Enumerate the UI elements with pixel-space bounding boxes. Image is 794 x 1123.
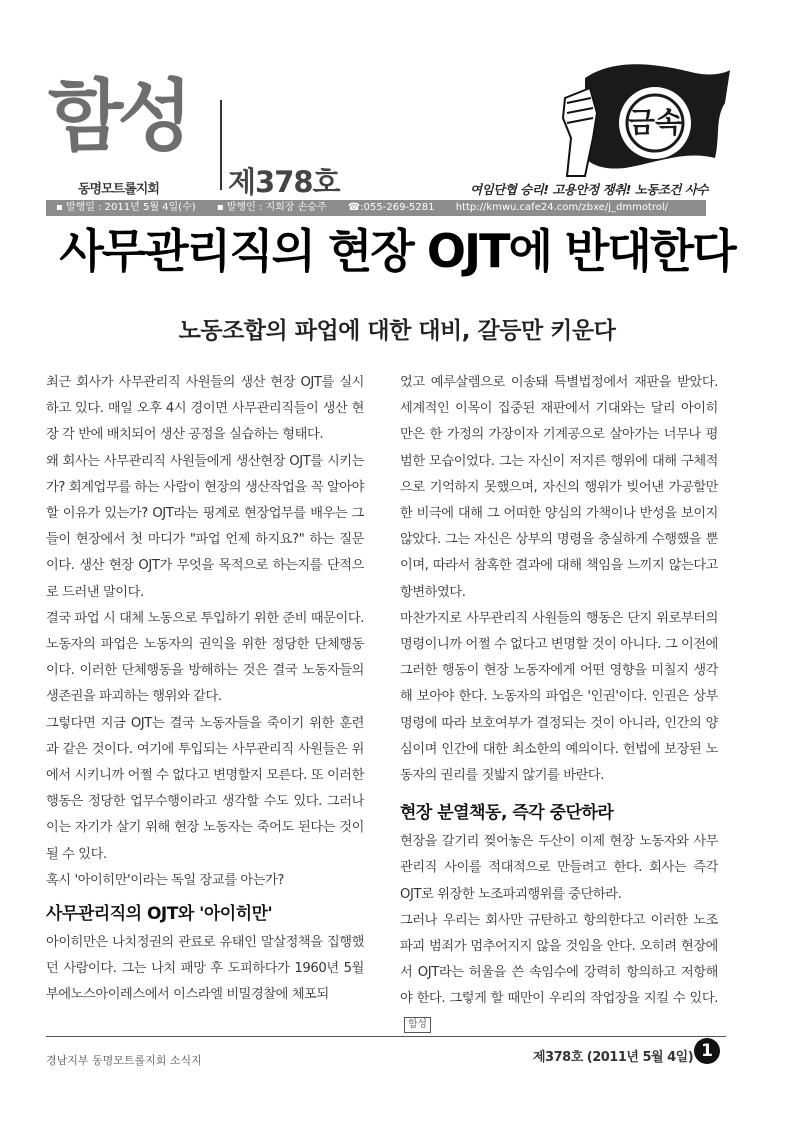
end-mark: 함성 <box>404 1017 431 1033</box>
publish-date: ▪ 발행일 : 2011년 5월 4일(수) <box>56 202 196 213</box>
masthead-slogan: 여임단협 승리! 고용안정 쟁취! 노동조건 사수 <box>470 182 709 197</box>
article-column-left <box>46 370 364 1009</box>
paragraph-text: 그러나 우리는 회사만 규탄하고 항의한다고 이러한 노조파괴 범죄가 멈추어지지 않을 것임을 안다. 오히려 현장에서 OJT라는 허울을 쓴 속임수에 강력히 항의하고 저항해야 한다. 그렇게 할 때만이 우리의 작업장을 지킬 수 있다. <box>400 912 718 1007</box>
paragraph: 최근 회사가 사무관리직 사원들의 생산 현장 OJT를 실시하고 있다. 매일 오후 4시 경이면 사무관리직들이 생산 현장 각 반에 배치되어 생산 공정을 실습하는 형태다. <box>46 375 364 443</box>
paragraph: 었고 예루살렘으로 이송돼 특별법정에서 재판을 받았다. 세계적인 이목이 집중된 재판에서 기대와는 달리 아이히만은 한 가정의 가장이자 기계공으로 살아가는 너무나 평범한 모습이었다. 그는 자신이 저지른 행위에 대해 구체적으로 기억하지 못했으며, 자신의 행위가 빚어낸 가공할만한 비극에 대해 그 어떠한 양심의 가책이나 반성을 보이지 않았다. 그는 자신은 상부의 명령을 충실하게 수행했을 뿐이며, 따라서 참혹한 결과에 대해 책임을 느끼지 않는다고 항변하였다. <box>400 375 718 600</box>
section-heading: 현장 분열책동, 즉각 중단하라 <box>400 803 614 824</box>
footer-issue: 제378호 (2011년 5월 4일) <box>533 1050 694 1065</box>
paragraph: 결국 파업 시 대체 노동으로 투입하기 위한 준비 때문이다. 노동자의 파업은 노동자의 권익을 위한 정당한 단체행동이다. 이러한 단체행동을 방해하는 것은 결국 노동자들의 생존권을 파괴하는 행위와 같다. <box>46 610 364 705</box>
publisher: ▪ 발행인 : 지회장 손승주 <box>216 202 327 213</box>
issue-number: 제378호 <box>228 165 340 199</box>
masthead-divider <box>220 100 222 190</box>
headline: 사무관리직의 현장 OJT에 반대한다 <box>59 224 735 278</box>
masthead-logo: 함성 <box>48 72 187 162</box>
paragraph: 아이히만은 나치정권의 관료로 유태인 말살정책을 집행했던 사람이다. 그는 나치 패망 후 도피하다가 1960년 5월 부에노스아이레스에서 이스라엘 비밀경찰에 체포되 <box>46 935 364 1003</box>
union-mark-text: 금속 <box>627 106 683 139</box>
footer-publication: 경남지부 동명모트롤지회 소식지 <box>46 1054 202 1067</box>
paragraph <box>400 908 718 1039</box>
page-number: 1 <box>694 1038 720 1064</box>
paragraph: 혹시 '아이히만'이라는 독일 장교를 아는가? <box>46 872 284 888</box>
paragraph: 현장을 갈기리 찢어놓은 두산이 이제 현장 노동자와 사무관리직 사이를 적대적으로 만들려고 한다. 회사는 즉각 OJT로 위장한 노조파괴행위를 중단하라. <box>400 834 718 902</box>
footer-rule <box>46 1036 726 1037</box>
info-bar <box>46 200 706 216</box>
website-url: http://kmwu.cafe24.com/zbxe/j_dmmotrol/ <box>455 202 669 213</box>
masthead-branch: 동명모트롤지회 <box>78 182 159 197</box>
union-flag-logo <box>545 58 735 183</box>
paragraph: 그렇다면 지금 OJT는 결국 노동자들을 죽이기 위한 훈련과 같은 것이다. 여기에 투입되는 사무관리직 사원들은 위에서 시키니까 어쩔 수 없다고 변명할지 모른다. 또 이러한 행동은 정당한 업무수행이라고 생각할 수도 있다. 그러나 이는 자기가 살기 위해 현장 노동자는 죽어도 된다는 것이 될 수 있다. <box>46 715 364 862</box>
paragraph: 왜 회사는 사무관리직 사원들에게 생산현장 OJT를 시키는가? 회계업무를 하는 사람이 현장의 생산작업을 꼭 알아야 할 이유가 있는가? OJT라는 핑계로 현장업무를 배우는 그들이 현장에서 첫 마디가 "파업 언제 하지요?" 하는 질문이다. 생산 현장 OJT가 무엇을 목적으로 하는지를 단적으로 드러낸 말이다. <box>46 453 364 600</box>
paragraph: 마찬가지로 사무관리직 사원들의 행동은 단지 위로부터의 명령이니까 어쩔 수 없다고 변명할 것이 아니다. 그 이전에 그러한 행동이 현장 노동자에게 어떤 영향을 미칠지 생각해 보아야 한다. 노동자의 파업은 '인권'이다. 인권은 상부 명령에 따라 보호여부가 결정되는 것이 아니라, 인간의 양심이며 인간에 대한 최소한의 예의이다. 헌법에 보장된 노동자의 권리를 짓밟지 않기를 바란다. <box>400 610 718 784</box>
section-heading: 사무관리직의 OJT와 '아이히만' <box>46 904 273 925</box>
article-column-right <box>400 370 718 1039</box>
subheadline: 노동조합의 파업에 대한 대비, 갈등만 키운다 <box>178 318 616 344</box>
phone: ☎:055-269-5281 <box>347 202 435 213</box>
